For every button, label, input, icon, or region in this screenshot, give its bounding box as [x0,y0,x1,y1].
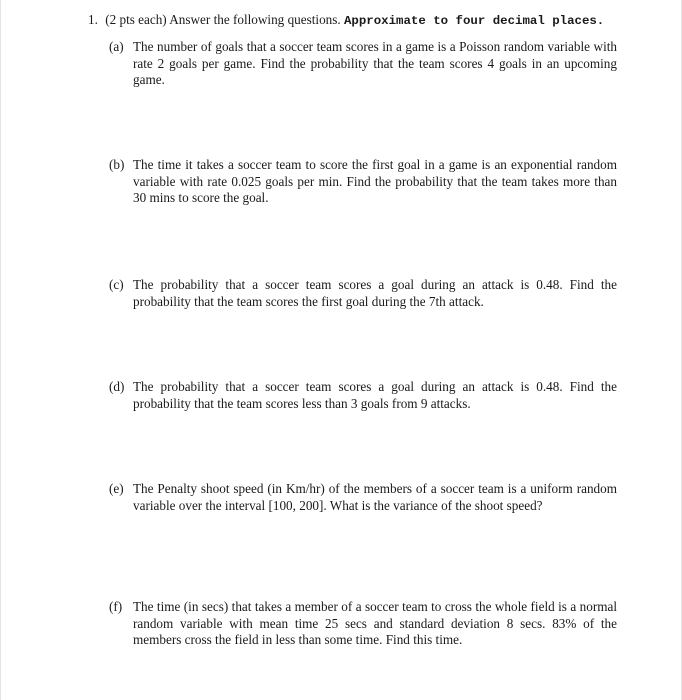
part-a [109,39,617,89]
part-text: The probability that a soccer team scores a goal during an attack is 0.48. Find the probability that the team scores less than 3 goals from 9 attacks. [133,379,617,411]
part-d [109,379,617,412]
part-e [109,481,617,514]
part-f [109,599,617,649]
part-label: (f) [109,599,123,614]
part-text: The probability that a soccer team scores a goal during an attack is 0.48. Find the probability that the team scores the first goal during the 7th attack. [133,277,617,309]
part-b [109,157,617,207]
part-label: (e) [109,481,124,496]
part-text: The time it takes a soccer team to score the first goal in a game is an exponential random variable with rate 0.025 goals per min. Find the probability that the team takes more than 30 mins to score the goal. [133,157,617,205]
question-emphasis: Approximate to four decimal places. [344,14,605,28]
part-label: (a) [109,39,124,54]
part-label: (b) [109,157,125,172]
part-c [109,277,617,310]
part-text: The Penalty shoot speed (in Km/hr) of the members of a soccer team is a uniform random variable over the interval [100, 200]. What is the variance of the shoot speed? [133,481,617,513]
part-label: (c) [109,277,124,292]
part-label: (d) [109,379,125,394]
question-number: 1. [88,12,98,27]
part-text: The time (in secs) that takes a member of a soccer team to cross the whole field is a normal random variable with mean time 25 secs and standard deviation 8 secs. 83% of the members cross the field in less than some time. Find this time. [133,599,617,647]
question-intro: (2 pts each) Answer the following questions. [105,12,341,27]
question-header [88,12,648,29]
part-text: The number of goals that a soccer team scores in a game is a Poisson random variable with rate 2 goals per game. Find the probability that the team scores 4 goals in an upcoming game. [133,39,617,87]
